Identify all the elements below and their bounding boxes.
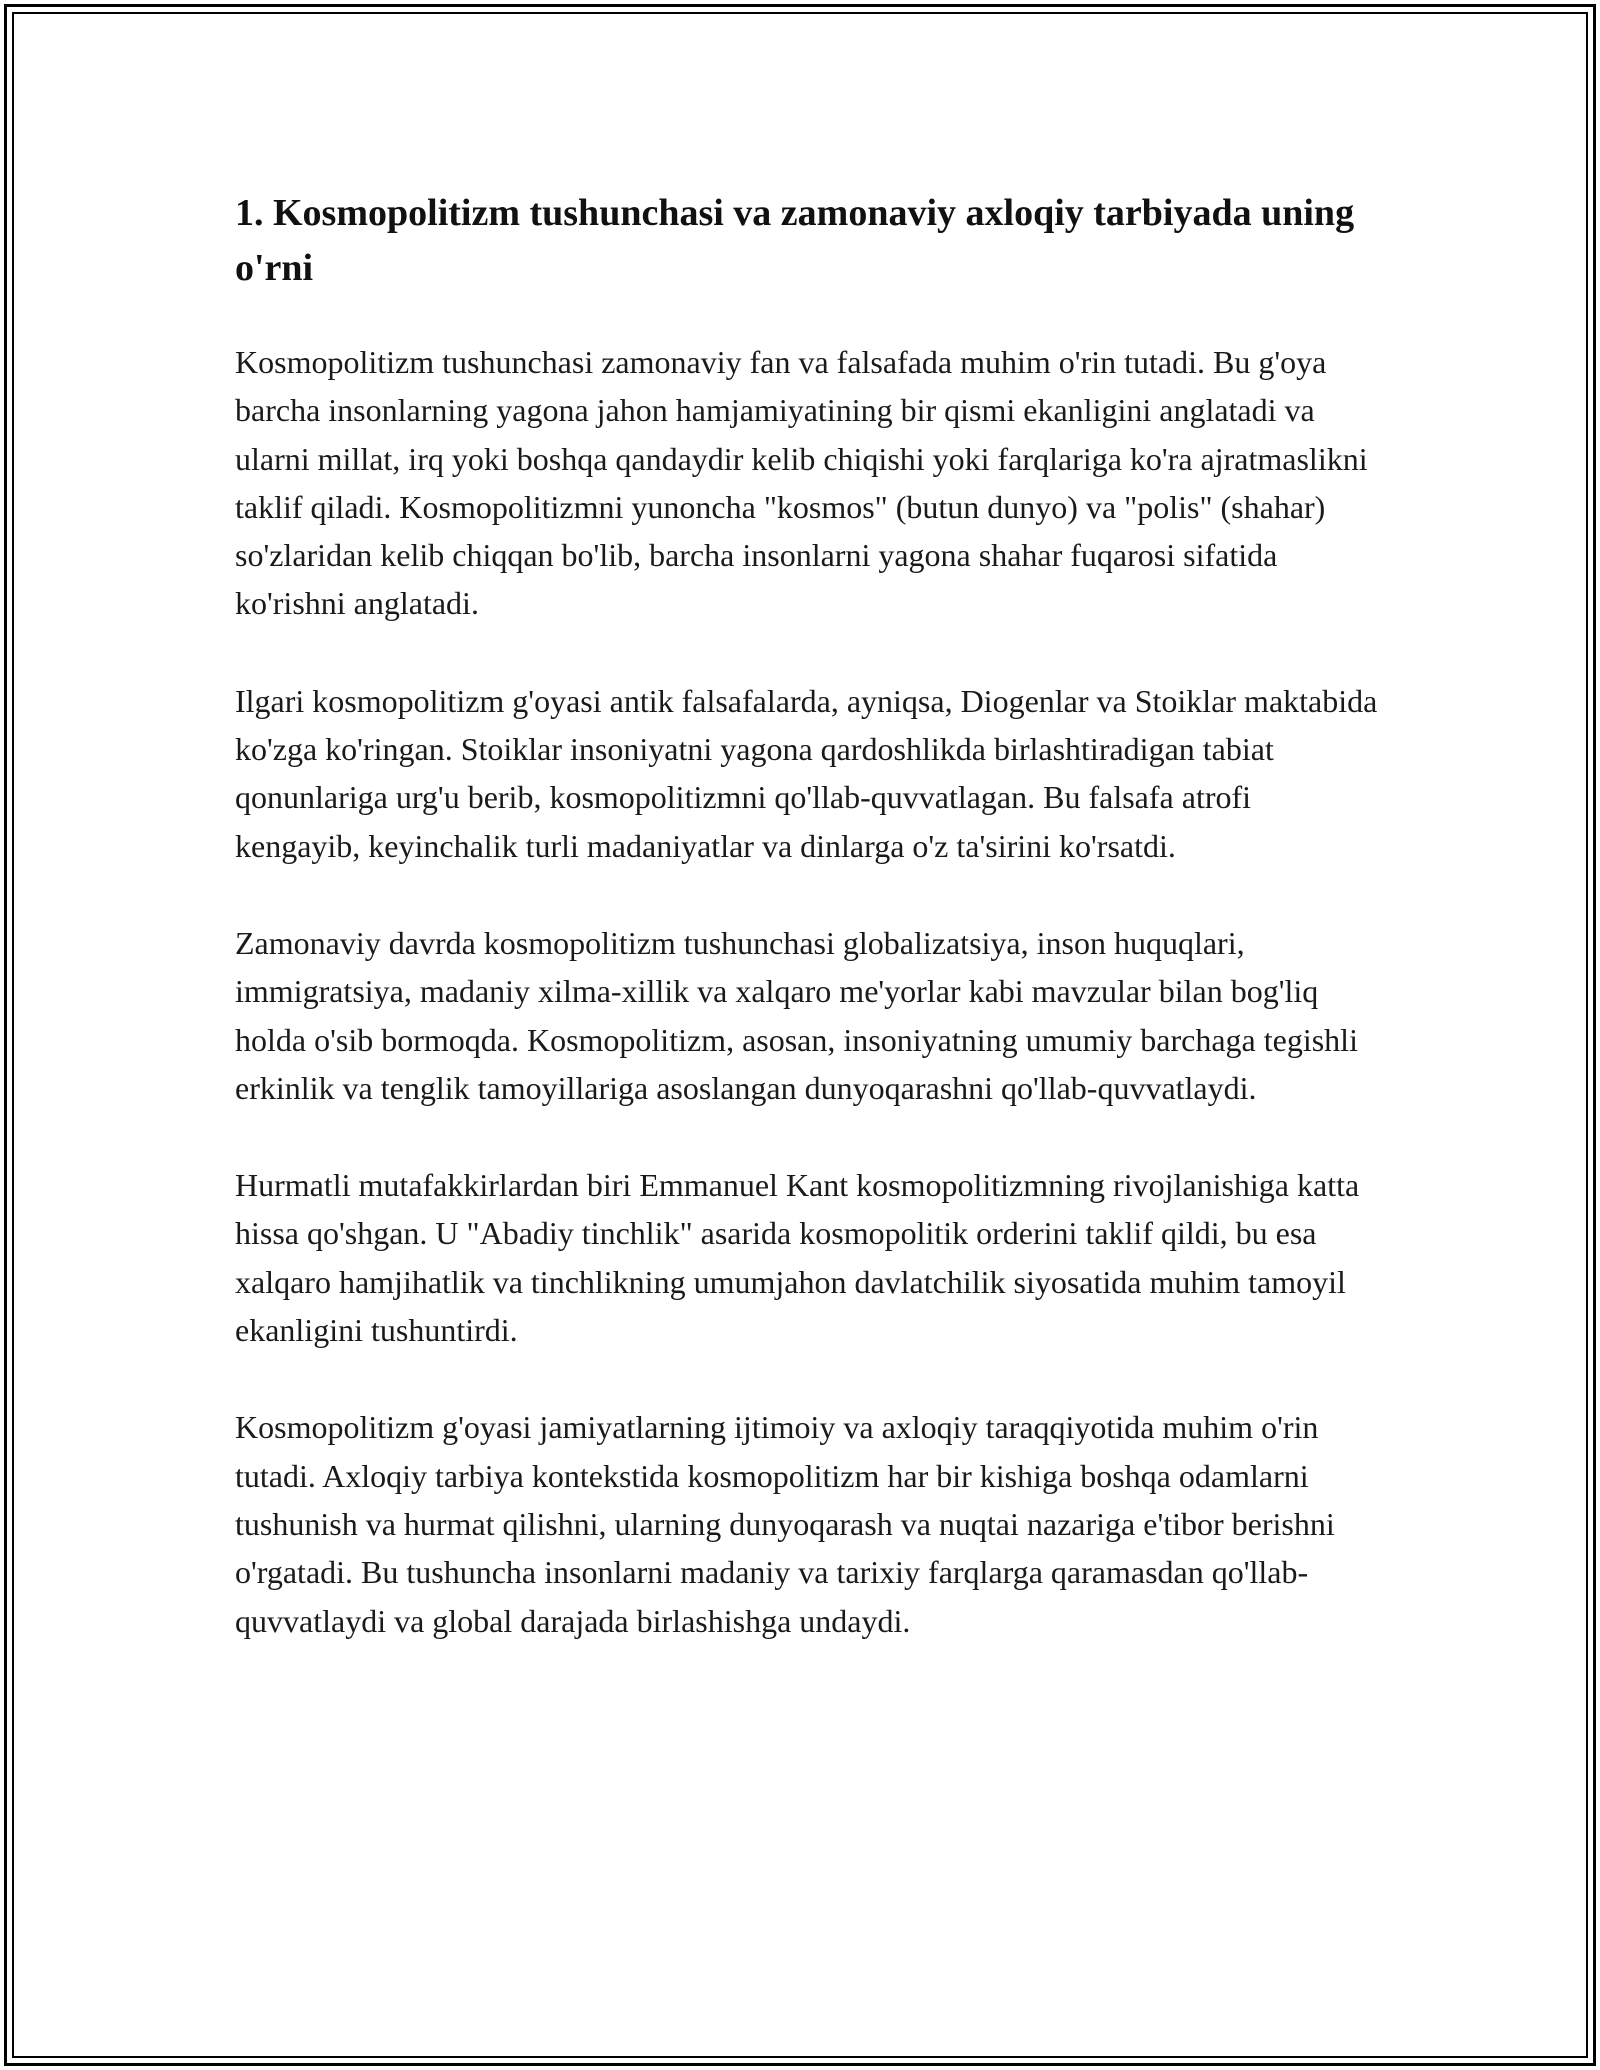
paragraph-1: Kosmopolitizm tushunchasi zamonaviy fan va falsafada muhim o'rin tutadi. Bu g'oya barcha insonlarning yagona jahon hamjamiyatining bir qismi ekanligini anglatadi va ularni millat, irq yoki boshqa qandaydir kelib chiqishi yoki farqlariga ko'ra ajratmaslikni taklif qiladi. Kosmopolitizmni yunoncha "kosmos" (butun dunyo) va "polis" (shahar) so'zlaridan kelib chiqqan bo'lib, barcha insonlarni yagona shahar fuqarosi sifatida ko'rishni anglatadi.	[235, 344, 1368, 622]
paragraph-2: Ilgari kosmopolitizm g'oyasi antik falsafalarda, ayniqsa, Diogenlar va Stoiklar maktabida ko'zga ko'ringan. Stoiklar insoniyatni yagona qardoshlikda birlashtiradigan tabiat qonunlariga urg'u berib, kosmopolitizmni qo'llab-quvvatlagan. Bu falsafa atrofi kengayib, keyinchalik turli madaniyatlar va dinlarga o'z ta'sirini ko'rsatdi.	[235, 682, 1378, 864]
paragraph-5: Kosmopolitizm g'oyasi jamiyatlarning ijtimoiy va axloqiy taraqqiyotida muhim o'rin tutadi. Axloqiy tarbiya kontekstida kosmopolitizm har bir kishiga boshqa odamlarni tushunish va hurmat qilishni, ularning dunyoqarash va nuqtai nazariga e'tibor berishni o'rgatadi. Bu tushuncha insonlarni madaniy va tarixiy farqlarga qaramasdan qo'llab-quvvatlaydi va global darajada birlashishga undaydi.	[235, 1409, 1335, 1639]
document-body	[235, 186, 1380, 1694]
paragraph-4: Hurmatli mutafakkirlardan biri Emmanuel Kant kosmopolitizmning rivojlanishiga katta hissa qo'shgan. U "Abadiy tinchlik" asarida kosmopolitik orderini taklif qildi, bu esa xalqaro hamjihatlik va tinchlikning umumjahon davlatchilik siyosatida muhim tamoyil ekanligini tushuntirdi.	[235, 1167, 1360, 1349]
section-heading: 1. Kosmopolitizm tushunchasi va zamonaviy axloqiy tarbiyada uning o'rni	[235, 192, 1355, 289]
paragraph-3: Zamonaviy davrda kosmopolitizm tushunchasi globalizatsiya, inson huquqlari, immigratsiya, madaniy xilma-xillik va xalqaro me'yorlar kabi mavzular bilan bog'liq holda o'sib bormoqda. Kosmopolitizm, asosan, insoniyatning umumiy barchaga tegishli erkinlik va tenglik tamoyillariga asoslangan dunyoqarashni qo'llab-quvvatlaydi.	[235, 924, 1358, 1106]
